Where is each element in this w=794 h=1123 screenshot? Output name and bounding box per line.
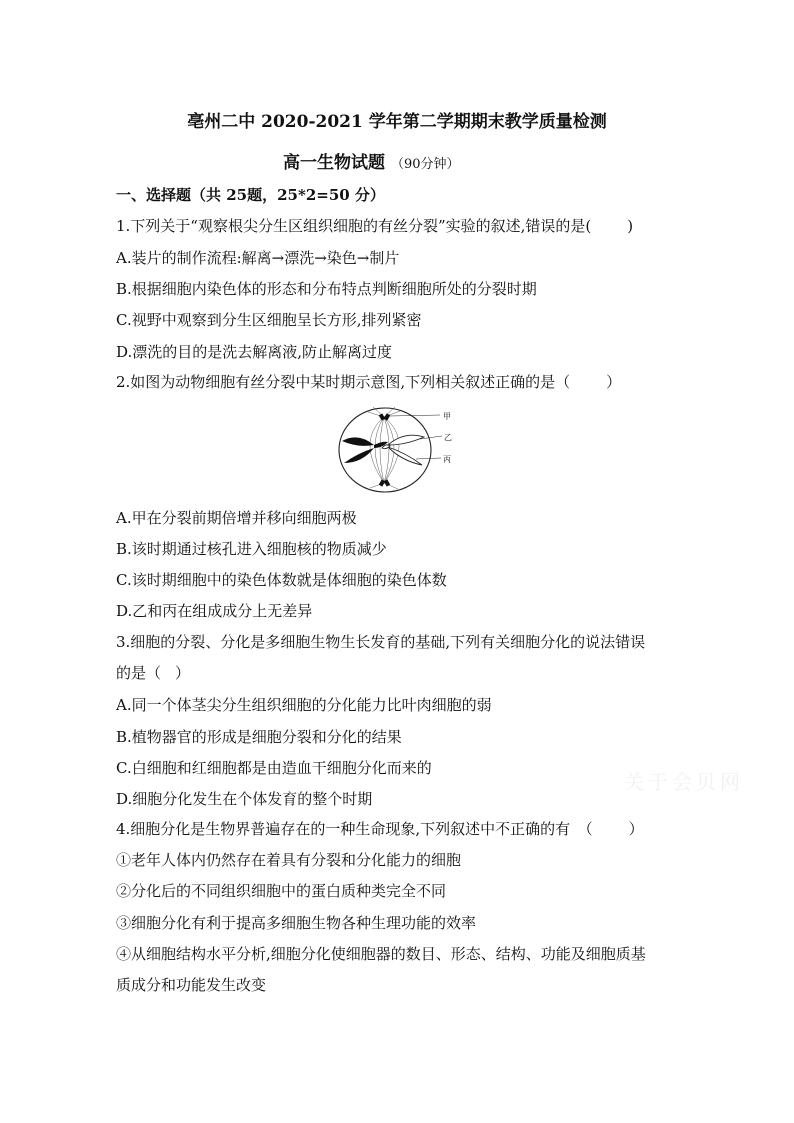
question-4-statement-4-continued: 质成分和功能发生改变	[116, 976, 267, 994]
question-4-text: 4.细胞分化是生物界普遍存在的一种生命现象,下列叙述中不正确的有 （	[116, 820, 593, 838]
question-4-statement-1: ①老年人体内仍然存在着具有分裂和分化能力的细胞	[116, 851, 462, 869]
question-1-close: )	[627, 217, 634, 235]
question-4-close: ）	[628, 820, 644, 838]
page-title: 亳州二中 2020-2021 学年第二学期期末教学质量检测	[187, 112, 607, 132]
question-2-option-d: D.乙和丙在组成成分上无差异	[116, 602, 313, 620]
question-4-statement-3: ③细胞分化有利于提高多细胞生物各种生理功能的效率	[116, 914, 477, 932]
question-4-statement-2: ②分化后的不同组织细胞中的蛋白质种类完全不同	[116, 882, 447, 900]
question-4-statement-4: ④从细胞结构水平分析,细胞分化使细胞器的数目、形态、结构、功能及细胞质基	[116, 945, 646, 963]
mitosis-cell-figure	[330, 401, 462, 497]
question-2-option-a: A.甲在分裂前期倍增并移向细胞两极	[116, 509, 357, 527]
question-2-close: ）	[606, 373, 622, 391]
exam-duration: （90分钟）	[391, 157, 460, 172]
question-3-stem-line-2	[116, 663, 190, 683]
label-yi: 乙	[444, 433, 452, 442]
question-2-option-b: B.该时期通过核孔进入细胞核的物质减少	[116, 540, 387, 558]
question-3-option-a: A.同一个体茎尖分生组织细胞的分化能力比叶肉细胞的弱	[116, 696, 492, 714]
label-bing: 丙	[443, 455, 451, 464]
question-1-option-a: A.装片的制作流程:解离→漂洗→染色→制片	[116, 249, 400, 267]
exam-subtitle	[283, 148, 460, 173]
question-3-option-d: D.细胞分化发生在个体发育的整个时期	[116, 790, 373, 808]
question-3-close: ）	[175, 664, 191, 682]
question-1-option-d: D.漂洗的目的是洗去解离液,防止解离过度	[116, 343, 393, 361]
subject-title: 高一生物试题	[283, 153, 385, 173]
watermark: 关于会贝网	[624, 770, 744, 794]
chromosome-dark	[342, 437, 388, 463]
question-1-option-c: C.视野中观察到分生区细胞呈长方形,排列紧密	[116, 311, 422, 329]
question-3-stem-line-1: 3.细胞的分裂、分化是多细胞生物生长发育的基础,下列有关细胞分化的说法错误	[116, 633, 646, 651]
label-jia: 甲	[443, 412, 451, 421]
question-4-stem	[116, 819, 644, 839]
question-3-option-c: C.白细胞和红细胞都是由造血干细胞分化而来的	[116, 759, 432, 777]
question-2-text: 2.如图为动物细胞有丝分裂中某时期示意图,下列相关叙述正确的是（	[116, 373, 571, 391]
question-2-option-c: C.该时期细胞中的染色体数就是体细胞的染色体数	[116, 571, 447, 589]
question-1-stem	[116, 216, 633, 236]
section-heading: 一、选择题（共 25题，25*2=50 分）	[116, 186, 385, 204]
question-1-option-b: B.根据细胞内染色体的形态和分布特点判断细胞所处的分裂时期	[116, 280, 537, 298]
question-3-option-b: B.植物器官的形成是细胞分裂和分化的结果	[116, 728, 402, 746]
question-1-text: 1.下列关于“观察根尖分生区组织细胞的有丝分裂”实验的叙述,错误的是(	[116, 217, 592, 235]
question-2-stem	[116, 372, 621, 392]
question-3-text: 的是（	[116, 664, 162, 682]
